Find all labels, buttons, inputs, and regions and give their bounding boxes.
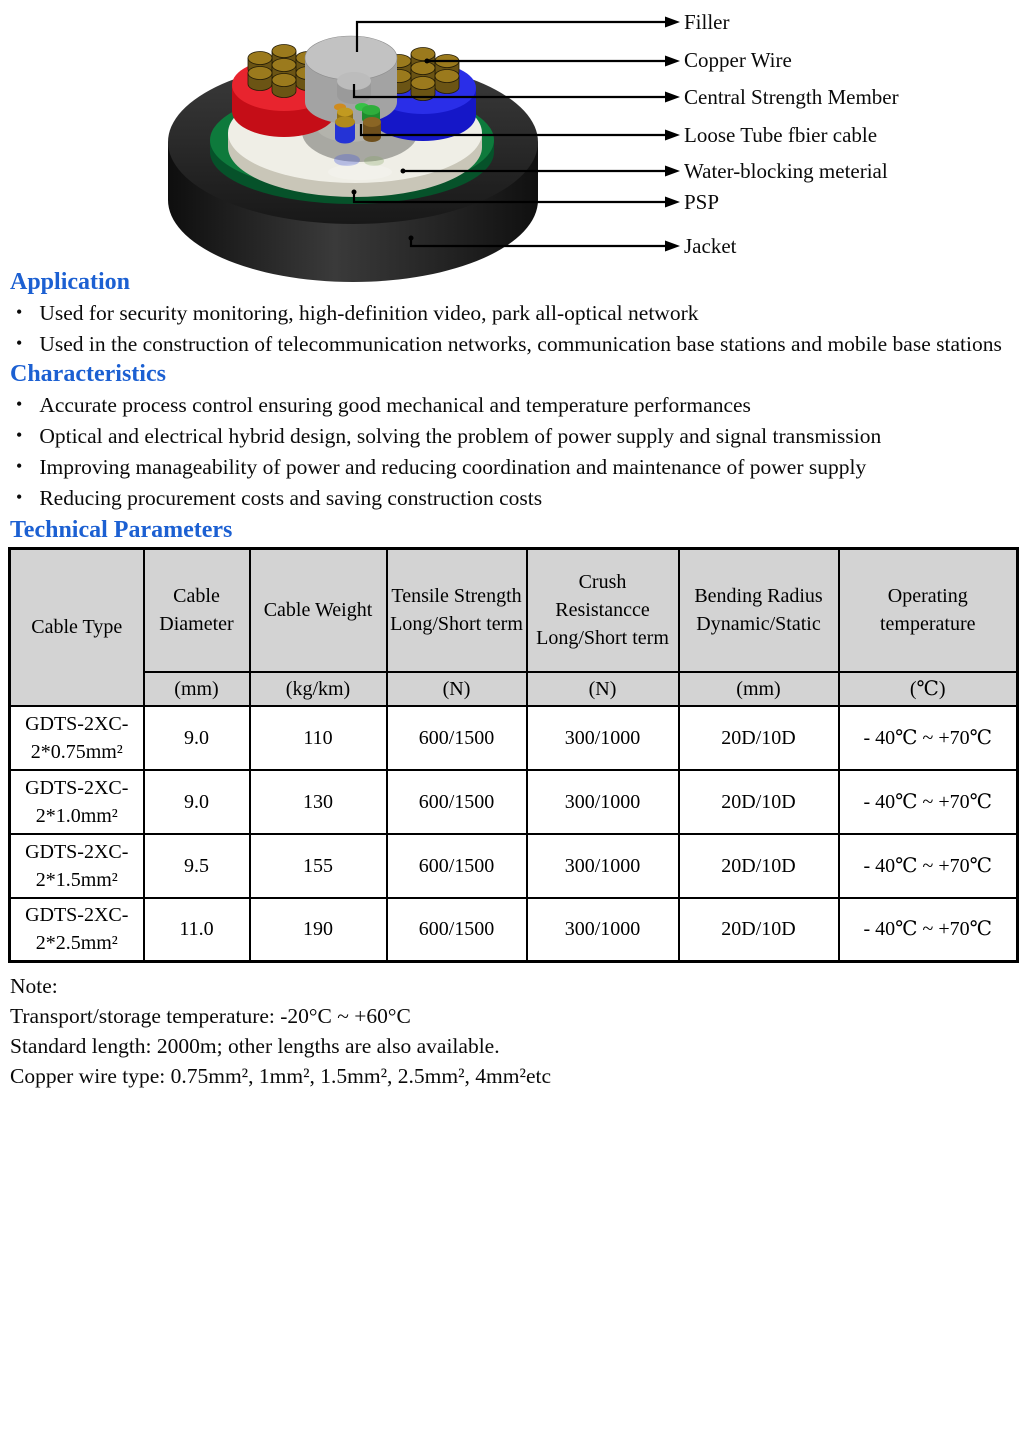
unit-crush-resistance: (N) [527, 672, 679, 706]
cell-crush: 300/1000 [527, 770, 679, 834]
cell-tensile: 600/1500 [387, 898, 527, 962]
bullet-item: • Improving manageability of power and reducing coordination and maintenance of power supply [10, 452, 1014, 483]
document-body [0, 268, 1024, 544]
application-list [10, 298, 1014, 360]
cell-cable-type: GDTS-2XC-2*1.5mm² [10, 834, 144, 898]
cell-cable-type: GDTS-2XC-2*2.5mm² [10, 898, 144, 962]
table-row [10, 706, 1018, 770]
cell-tensile: 600/1500 [387, 706, 527, 770]
copper-wires-blue [387, 48, 459, 101]
cell-bending: 20D/10D [679, 834, 839, 898]
cell-diameter: 9.0 [144, 706, 250, 770]
unit-bending-radius: (mm) [679, 672, 839, 706]
cell-crush: 300/1000 [527, 898, 679, 962]
cell-cable-type: GDTS-2XC-2*1.0mm² [10, 770, 144, 834]
cell-weight: 110 [250, 706, 387, 770]
note-label: Note: [10, 974, 58, 998]
cell-tensile: 600/1500 [387, 770, 527, 834]
cell-temperature: - 40℃ ~ +70℃ [839, 770, 1018, 834]
cell-weight: 155 [250, 834, 387, 898]
characteristics-list [10, 390, 1014, 514]
note-standard-length: Standard length: 2000m; other lengths are also available. [10, 1034, 500, 1058]
technical-parameters-table [8, 547, 1019, 963]
label-filler: Filler [684, 10, 730, 34]
bullet-item: • Reducing procurement costs and saving construction costs [10, 483, 1014, 514]
col-header-cable-type: Cable Type [10, 549, 144, 706]
col-header-bending-radius: Bending Radius Dynamic/Static [679, 549, 839, 672]
table-row [10, 898, 1018, 962]
cell-diameter: 11.0 [144, 898, 250, 962]
cell-weight: 190 [250, 898, 387, 962]
cell-crush: 300/1000 [527, 706, 679, 770]
note-copper-wire-type: Copper wire type: 0.75mm², 1mm², 1.5mm², 2.5mm², 4mm²etc [10, 1064, 552, 1088]
cell-temperature: - 40℃ ~ +70℃ [839, 898, 1018, 962]
bullet-item: • Used in the construction of telecommunication networks, communication base stations and mobile base stations [10, 329, 1014, 360]
label-water-blocking-material: Water-blocking meterial [684, 159, 888, 183]
cable-diagram [0, 0, 1024, 266]
bullet-item: • Used for security monitoring, high-definition video, park all-optical network [10, 298, 1014, 329]
col-header-tensile-strength: Tensile Strength Long/Short term [387, 549, 527, 672]
label-psp: PSP [684, 190, 720, 214]
characteristics-heading: Characteristics [10, 361, 166, 387]
unit-tensile-strength: (N) [387, 672, 527, 706]
label-jacket: Jacket [684, 234, 737, 258]
col-header-crush-resistance: Crush Resistancce Long/Short term [527, 549, 679, 672]
application-heading: Application [10, 269, 131, 295]
notes-section [0, 963, 1024, 1091]
table-row [10, 834, 1018, 898]
cell-temperature: - 40℃ ~ +70℃ [839, 706, 1018, 770]
bullet-item: • Accurate process control ensuring good mechanical and temperature performances [10, 390, 1014, 421]
cell-bending: 20D/10D [679, 706, 839, 770]
cell-bending: 20D/10D [679, 898, 839, 962]
cell-tensile: 600/1500 [387, 834, 527, 898]
note-transport-storage: Transport/storage temperature: -20°C ~ +60°C [10, 1004, 411, 1028]
unit-cable-weight: (kg/km) [250, 672, 387, 706]
cell-diameter: 9.0 [144, 770, 250, 834]
cell-diameter: 9.5 [144, 834, 250, 898]
cable-cross-section-illustration [0, 0, 1024, 296]
cell-bending: 20D/10D [679, 770, 839, 834]
label-central-strength-member: Central Strength Member [684, 85, 899, 109]
col-header-cable-weight: Cable Weight [250, 549, 387, 672]
table-row [10, 770, 1018, 834]
label-copper-wire: Copper Wire [684, 48, 792, 72]
cell-cable-type: GDTS-2XC-2*0.75mm² [10, 706, 144, 770]
technical-parameters-heading: Technical Parameters [10, 517, 233, 543]
cell-crush: 300/1000 [527, 834, 679, 898]
cell-weight: 130 [250, 770, 387, 834]
bullet-item: • Optical and electrical hybrid design, solving the problem of power supply and signal transmission [10, 421, 1014, 452]
unit-cable-diameter: (mm) [144, 672, 250, 706]
col-header-cable-diameter: Cable Diameter [144, 549, 250, 672]
unit-operating-temperature: (℃) [839, 672, 1018, 706]
label-loose-tube-fiber-cable: Loose Tube fbier cable [684, 123, 878, 147]
cell-temperature: - 40℃ ~ +70℃ [839, 834, 1018, 898]
col-header-operating-temperature: Operating temperature [839, 549, 1018, 672]
